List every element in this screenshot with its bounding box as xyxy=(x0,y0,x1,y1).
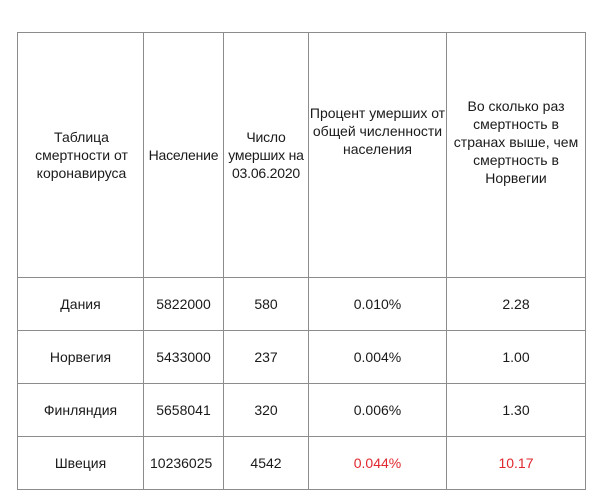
table-row xyxy=(18,384,586,437)
mortality-table xyxy=(17,32,586,490)
population-cell: 5433000 xyxy=(144,331,224,384)
country-cell: Финляндия xyxy=(18,384,144,437)
table-row xyxy=(18,278,586,331)
percent-cell: 0.010% xyxy=(309,278,447,331)
country-cell: Дания xyxy=(18,278,144,331)
header-cell-title: Таблица смертности от коронавируса xyxy=(18,33,144,278)
percent-cell-highlighted: 0.044% xyxy=(309,437,447,490)
header-cell-ratio: Во сколько раз смертность в странах выше, чем смертность в Норвегии xyxy=(447,33,586,278)
population-cell: 5822000 xyxy=(144,278,224,331)
ratio-cell: 1.00 xyxy=(447,331,586,384)
header-cell-percent: Процент умерших от общей численности населения xyxy=(309,33,447,278)
deaths-cell: 320 xyxy=(224,384,309,437)
percent-cell: 0.006% xyxy=(309,384,447,437)
deaths-cell: 237 xyxy=(224,331,309,384)
ratio-cell: 2.28 xyxy=(447,278,586,331)
header-cell-deaths: Число умерших на 03.06.2020 xyxy=(224,33,309,278)
header-cell-population: Население xyxy=(144,33,224,278)
country-cell: Швеция xyxy=(18,437,144,490)
deaths-cell: 4542 xyxy=(224,437,309,490)
table-row xyxy=(18,437,586,490)
table-header-row xyxy=(18,33,586,278)
ratio-cell-highlighted: 10.17 xyxy=(447,437,586,490)
table-row xyxy=(18,331,586,384)
country-cell: Норвегия xyxy=(18,331,144,384)
population-cell: 10236025 xyxy=(144,437,224,490)
mortality-table-container xyxy=(17,32,586,490)
percent-cell: 0.004% xyxy=(309,331,447,384)
population-cell: 5658041 xyxy=(144,384,224,437)
deaths-cell: 580 xyxy=(224,278,309,331)
ratio-cell: 1.30 xyxy=(447,384,586,437)
